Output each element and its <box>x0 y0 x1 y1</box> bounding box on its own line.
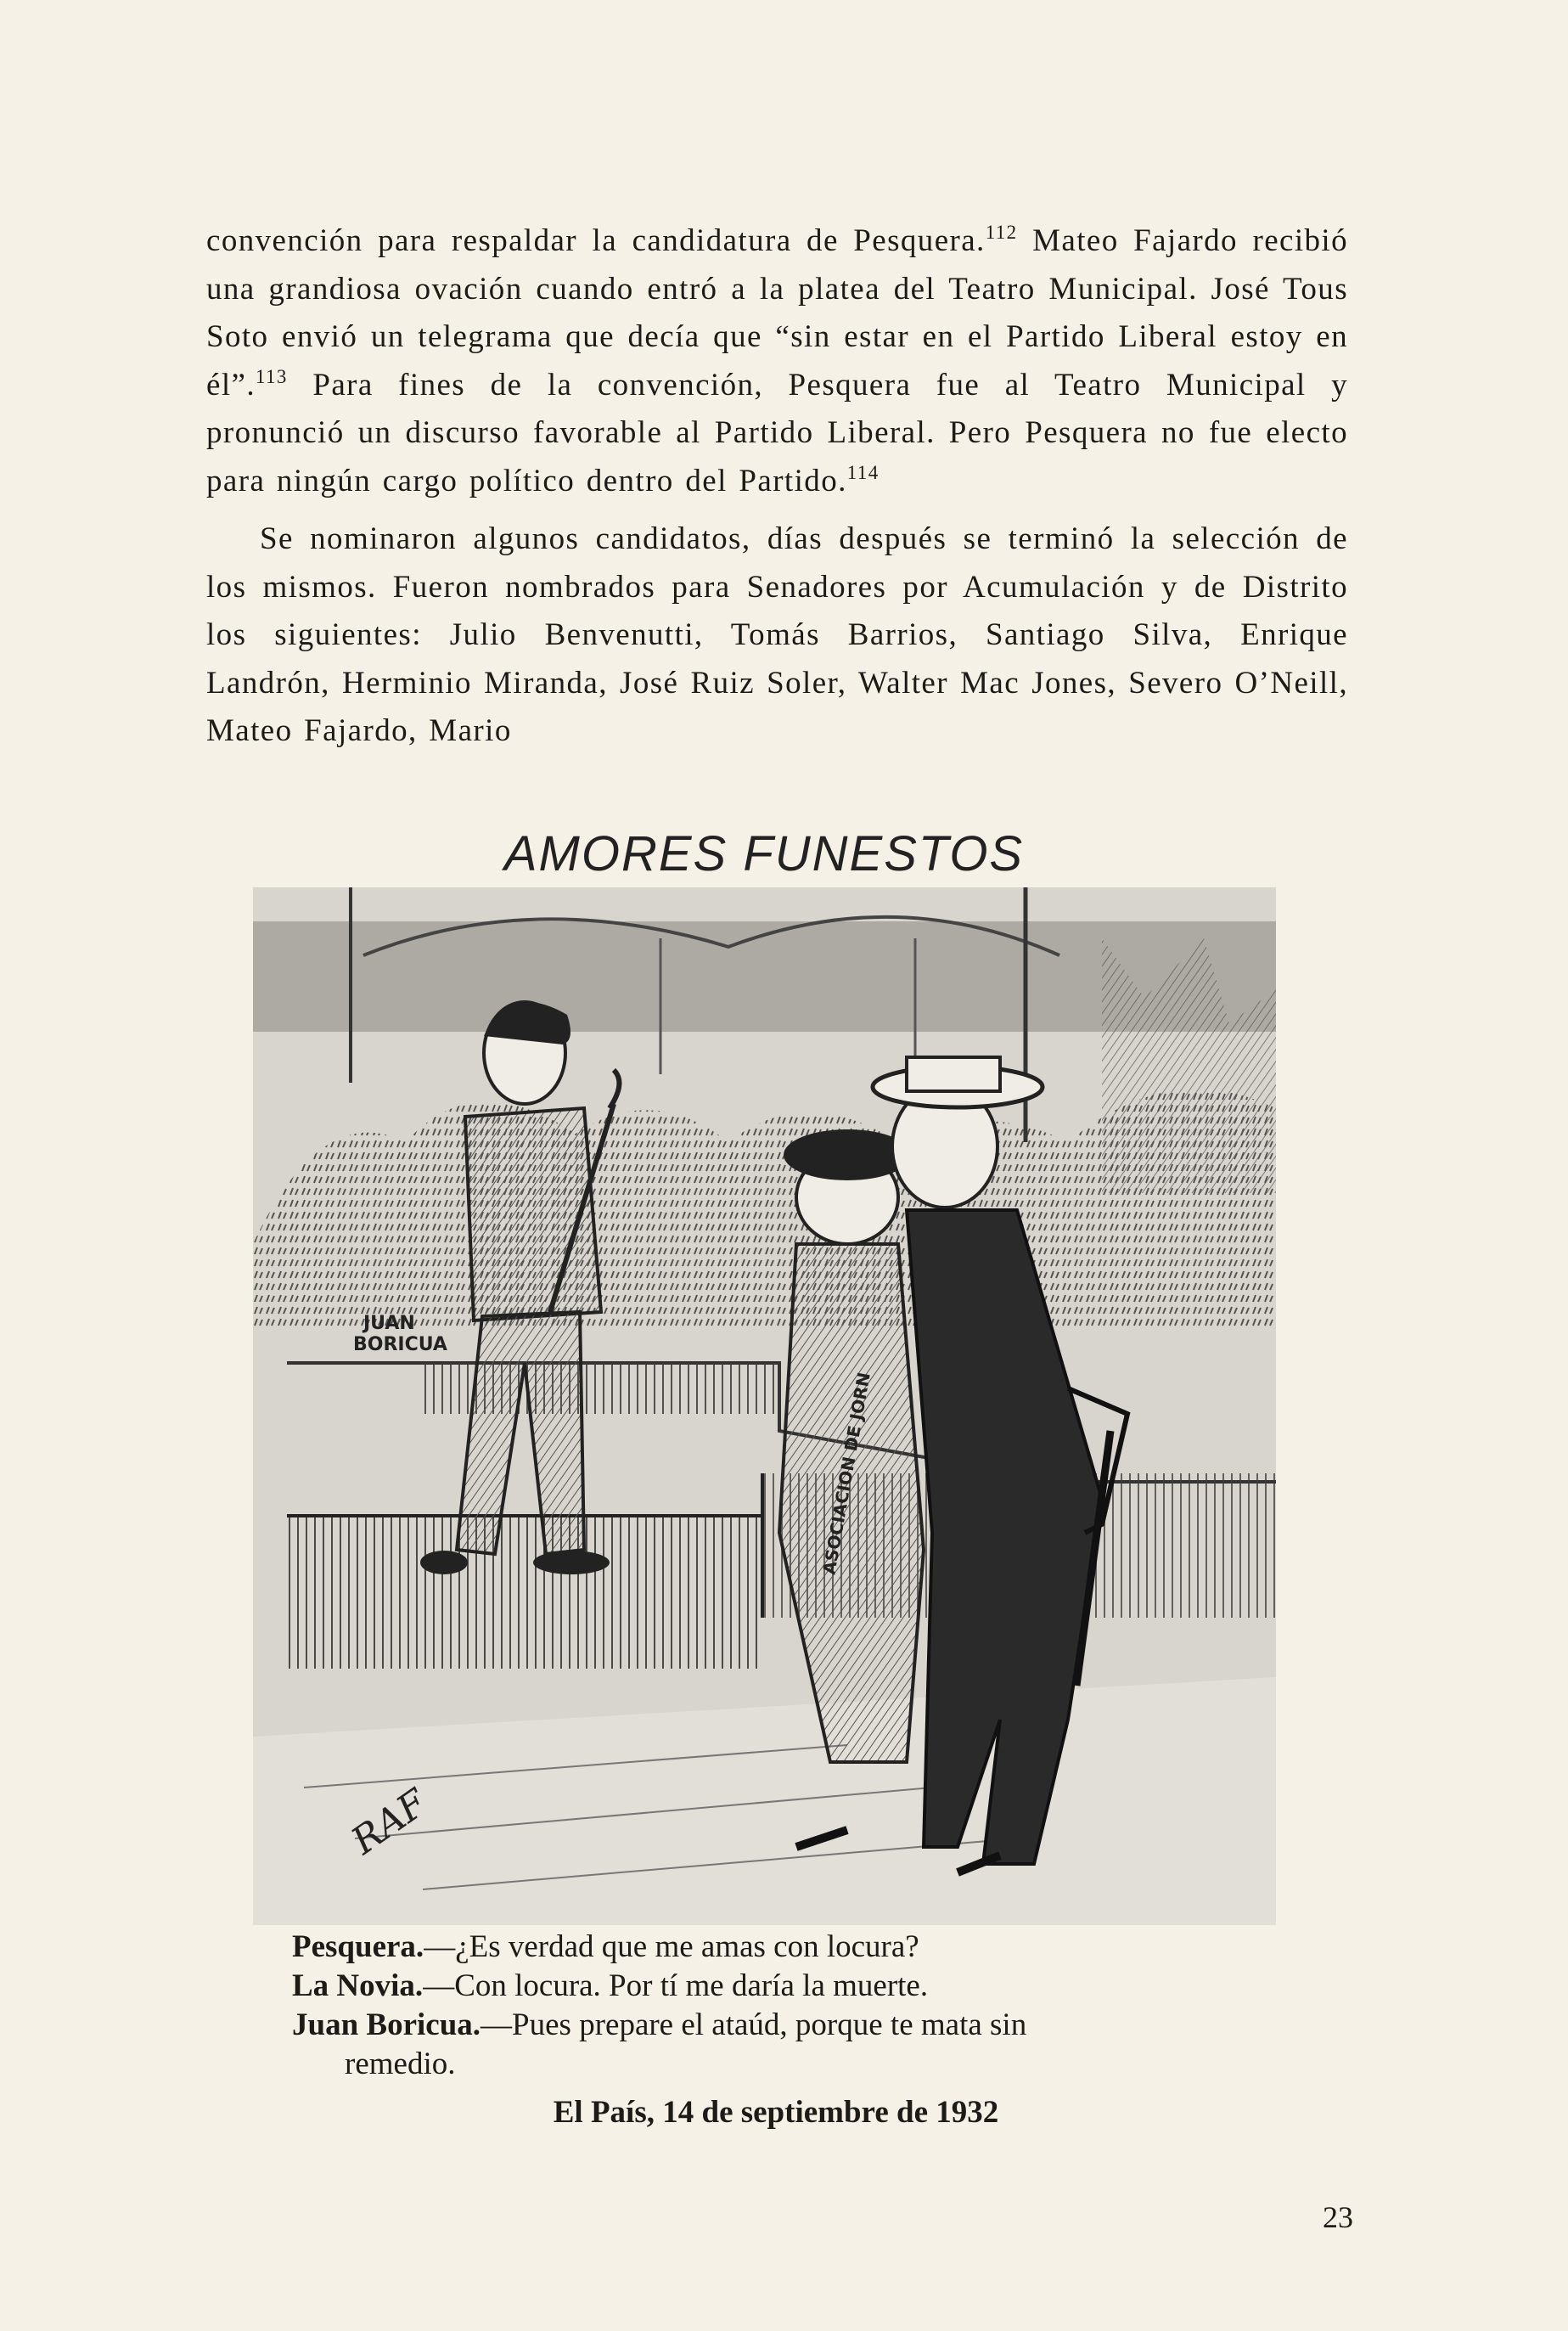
paragraph-1-text-c: Para fines de la convención, Pesquera fue al Teatro Municipal y pronunció un discurso favorable al Partido Liberal. Pero Pesquera no fue electo para ningún cargo político dentro del Partido. <box>206 367 1348 498</box>
paragraph-1-text-b: Mateo Fajardo recibió una grandiosa ovación cuando entró a la platea del Teatro Municipal. José Tous Soto envió un telegrama que decía que “sin estar en el Partido Liberal estoy en él”. <box>206 223 1348 403</box>
caption-text-juan: —Pues prepare el ataúd, porque te mata sin <box>481 2007 1027 2042</box>
caption-speaker-juan: Juan Boricua. <box>292 2007 481 2042</box>
caption-speaker-novia: La Novia. <box>292 1968 424 2003</box>
cartoon-caption <box>292 1928 1260 2084</box>
cartoon-illustration <box>253 887 1276 1925</box>
paragraph-1-text-a: convención para respaldar la candidatura de Pesquera. <box>206 223 986 258</box>
caption-line-3-cont: remedio. <box>345 2047 456 2081</box>
caption-text-pesquera: —¿Es verdad que me amas con locura? <box>424 1929 919 1964</box>
cartoon-source: El País, 14 de septiembre de 1932 <box>553 2095 999 2130</box>
footnote-ref-112: 112 <box>985 222 1018 243</box>
caption-speaker-pesquera: Pesquera. <box>292 1929 424 1964</box>
caption-line-2 <box>292 1967 1260 2006</box>
paragraph-2: Se nominaron algunos candidatos, días después se terminó la selección de los mismos. Fueron nombrados para Senadores por Acumulación y de Distrito los siguientes: Julio Benvenutti, Tomás Barrios, Santiago Silva, Enrique Landrón, Herminio Miranda, José Ruiz Soler, Walter Mac Jones, Severo O’Neill, Mateo Fajardo, Mario <box>206 521 1348 748</box>
caption-text-novia: —Con locura. Por tí me daría la muerte. <box>423 1968 929 2003</box>
juan-boricua-label-2: BORICUA <box>353 1334 447 1355</box>
caption-line-3 <box>292 2006 1260 2045</box>
cartoon-drawing <box>253 887 1276 1925</box>
novia-label: ASOCIACION DE JORN <box>818 1371 874 1576</box>
artist-signature: RAF <box>344 1781 436 1864</box>
cartoon-title: AMORES FUNESTOS <box>503 826 1025 881</box>
page-number: 23 <box>1323 2200 1353 2234</box>
paragraph-1 <box>206 217 1348 505</box>
body-text <box>206 217 1348 766</box>
juan-boricua-label: JUAN <box>363 1313 415 1334</box>
footnote-ref-113: 113 <box>255 365 288 387</box>
caption-line-1 <box>292 1928 1260 1967</box>
footnote-ref-114: 114 <box>846 461 880 483</box>
